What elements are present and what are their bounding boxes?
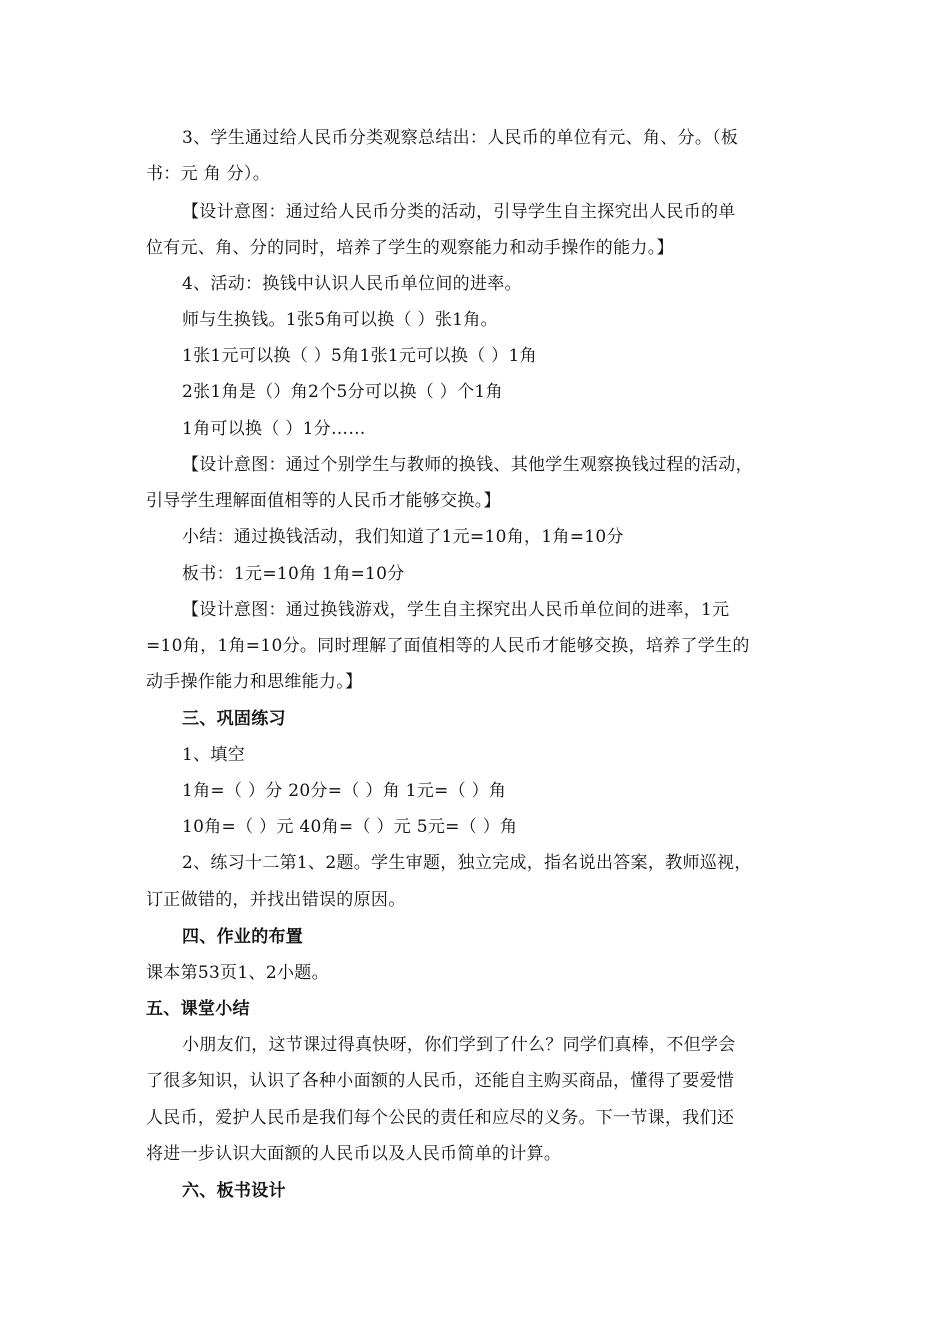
design-intent-line: =10角，1角=10分。同时理解了面值相等的人民币才能够交换，培养了学生的	[146, 636, 750, 656]
paragraph-line: 4、活动：换钱中认识人民币单位间的进率。	[182, 274, 522, 294]
summary-line: 小结：通过换钱活动，我们知道了1元=10角，1角=10分	[182, 527, 624, 547]
paragraph-line: 师与生换钱。1张5角可以换（ ）张1角。	[182, 310, 498, 330]
paragraph-line: 了很多知识，认识了各种小面额的人民币，还能自主购买商品，懂得了要爱惜	[146, 1071, 735, 1091]
paragraph-line: 1、填空	[182, 745, 246, 765]
exercise-line: 10角=（ ）元 40角=（ ）元 5元=（ ）角	[182, 817, 518, 837]
design-intent-line: 【设计意图：通过给人民币分类的活动，引导学生自主探究出人民币的单	[182, 202, 736, 222]
paragraph-line: 订正做错的，并找出错误的原因。	[146, 890, 406, 910]
design-intent-line: 动手操作能力和思维能力。】	[146, 672, 363, 692]
paragraph-line: 2张1角是（）角2个5分可以换（ ）个1角	[182, 382, 503, 402]
paragraph-line: 3、学生通过给人民币分类观察总结出：人民币的单位有元、角、分。（板	[182, 128, 739, 148]
section-heading: 六、板书设计	[182, 1181, 286, 1201]
section-heading: 五、课堂小结	[146, 999, 250, 1019]
design-intent-line: 【设计意图：通过个别学生与教师的换钱、其他学生观察换钱过程的活动，	[182, 455, 753, 475]
paragraph-line: 小朋友们，这节课过得真快呀，你们学到了什么？同学们真棒，不但学会	[182, 1035, 736, 1055]
design-intent-line: 引导学生理解面值相等的人民币才能够交换。】	[146, 491, 501, 511]
paragraph-line: 书：元 角 分）。	[146, 164, 271, 184]
exercise-line: 1角=（ ）分 20分=（ ）角 1元=（ ）角	[182, 781, 507, 801]
paragraph-line: 将进一步认识大面额的人民币以及人民币简单的计算。	[146, 1144, 562, 1164]
paragraph-line: 1角可以换（ ）1分……	[182, 419, 366, 439]
paragraph-line: 课本第53页1、2小题。	[146, 963, 329, 983]
section-heading: 三、巩固练习	[182, 709, 286, 729]
paragraph-line: 1张1元可以换（ ）5角1张1元可以换（ ）1角	[182, 346, 537, 366]
design-intent-line: 位有元、角、分的同时，培养了学生的观察能力和动手操作的能力。】	[146, 238, 674, 258]
design-intent-line: 【设计意图：通过换钱游戏，学生自主探究出人民币单位间的进率，1元	[182, 600, 730, 620]
section-heading: 四、作业的布置	[182, 927, 304, 947]
board-note-line: 板书：1元=10角 1角=10分	[182, 564, 405, 584]
paragraph-line: 2、练习十二第1、2题。学生审题，独立完成，指名说出答案，教师巡视，	[182, 853, 752, 873]
paragraph-line: 人民币，爱护人民币是我们每个公民的责任和应尽的义务。下一节课，我们还	[146, 1108, 735, 1128]
